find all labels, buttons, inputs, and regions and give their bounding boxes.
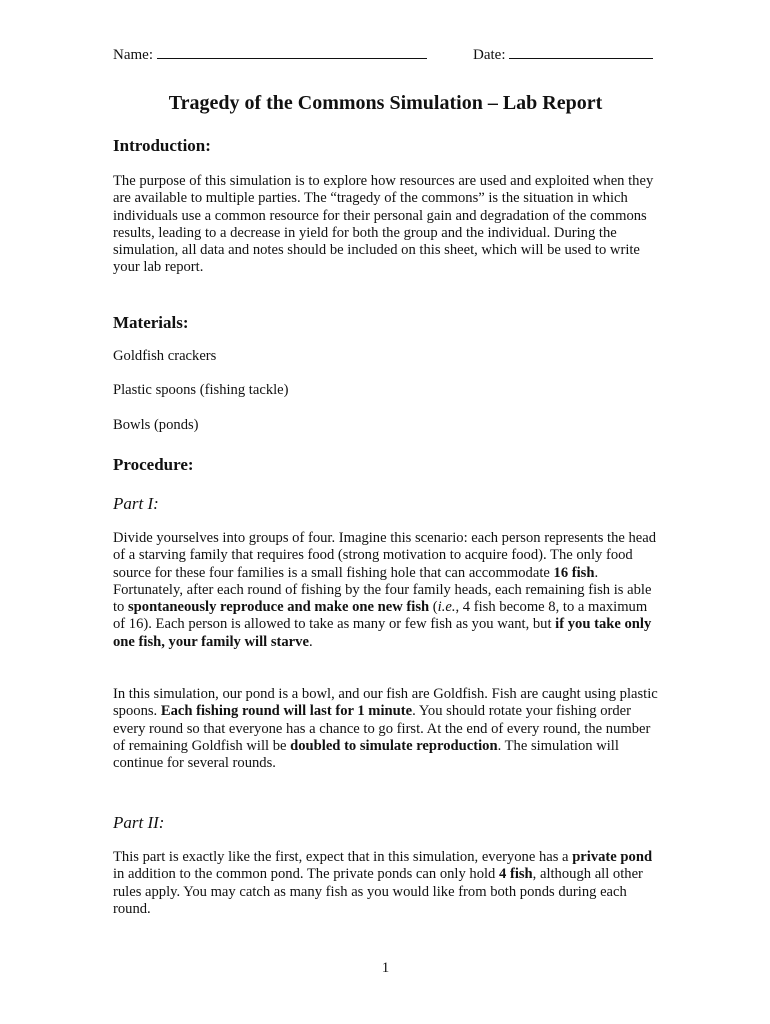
procedure-heading: Procedure: bbox=[113, 455, 194, 474]
date-blank-line[interactable] bbox=[509, 44, 653, 59]
part2-paragraph-1: This part is exactly like the first, expect that in this simulation, everyone has a private pond in addition to the common pond. The private ponds can only hold 4 fish, although all other rules apply. You may catch as many fish as you would like from both ponds during each round. bbox=[113, 849, 653, 917]
introduction-heading: Introduction: bbox=[113, 136, 211, 155]
date-field[interactable] bbox=[473, 44, 653, 64]
materials-heading: Materials: bbox=[113, 313, 189, 332]
page-title: Tragedy of the Commons Simulation – Lab Report bbox=[168, 92, 603, 114]
part1-heading: Part I: bbox=[113, 494, 159, 513]
material-item: Goldfish crackers bbox=[113, 348, 217, 364]
name-blank-line[interactable] bbox=[157, 44, 427, 59]
name-field[interactable] bbox=[113, 44, 427, 64]
introduction-text: The purpose of this simulation is to explore how resources are used and exploited when they are available to multiple parties. The “tragedy of the commons” is the situation in which individuals use a common resource for their personal gain and degradation of the commons results, leading to a decrease in yield for both the group and the individual. During the simulation, all data and notes should be included on this sheet, which will be used to write your lab report. bbox=[113, 173, 654, 276]
part1-paragraph-2: In this simulation, our pond is a bowl, and our fish are Goldfish. Fish are caught using plastic spoons. Each fishing round will last for 1 minute. You should rotate your fishing order every round so that everyone has a chance to go first. At the end of every round, the number of remaining Goldfish will be doubled to simulate reproduction. The simulation will continue for several rounds. bbox=[113, 686, 658, 772]
name-label: Name: bbox=[113, 47, 153, 63]
date-label: Date: bbox=[473, 47, 506, 63]
part1-paragraph-1: Divide yourselves into groups of four. Imagine this scenario: each person represents the head of a starving family that requires food (strong motivation to acquire food). The only food source for these four families is a small fishing hole that can accommodate 16 fish. Fortunately, after each round of fishing by the four family heads, each remaining fish is able to spontaneously reproduce and make one new fish (i.e., 4 fish become 8, to a maximum of 16). Each person is allowed to take as many or few fish as you want, but if you take only one fish, your family will starve. bbox=[113, 530, 657, 650]
header-fields bbox=[113, 44, 658, 66]
material-item: Bowls (ponds) bbox=[113, 417, 199, 433]
page-number: 1 bbox=[381, 960, 390, 976]
part2-heading: Part II: bbox=[113, 813, 165, 832]
material-item: Plastic spoons (fishing tackle) bbox=[113, 382, 289, 398]
